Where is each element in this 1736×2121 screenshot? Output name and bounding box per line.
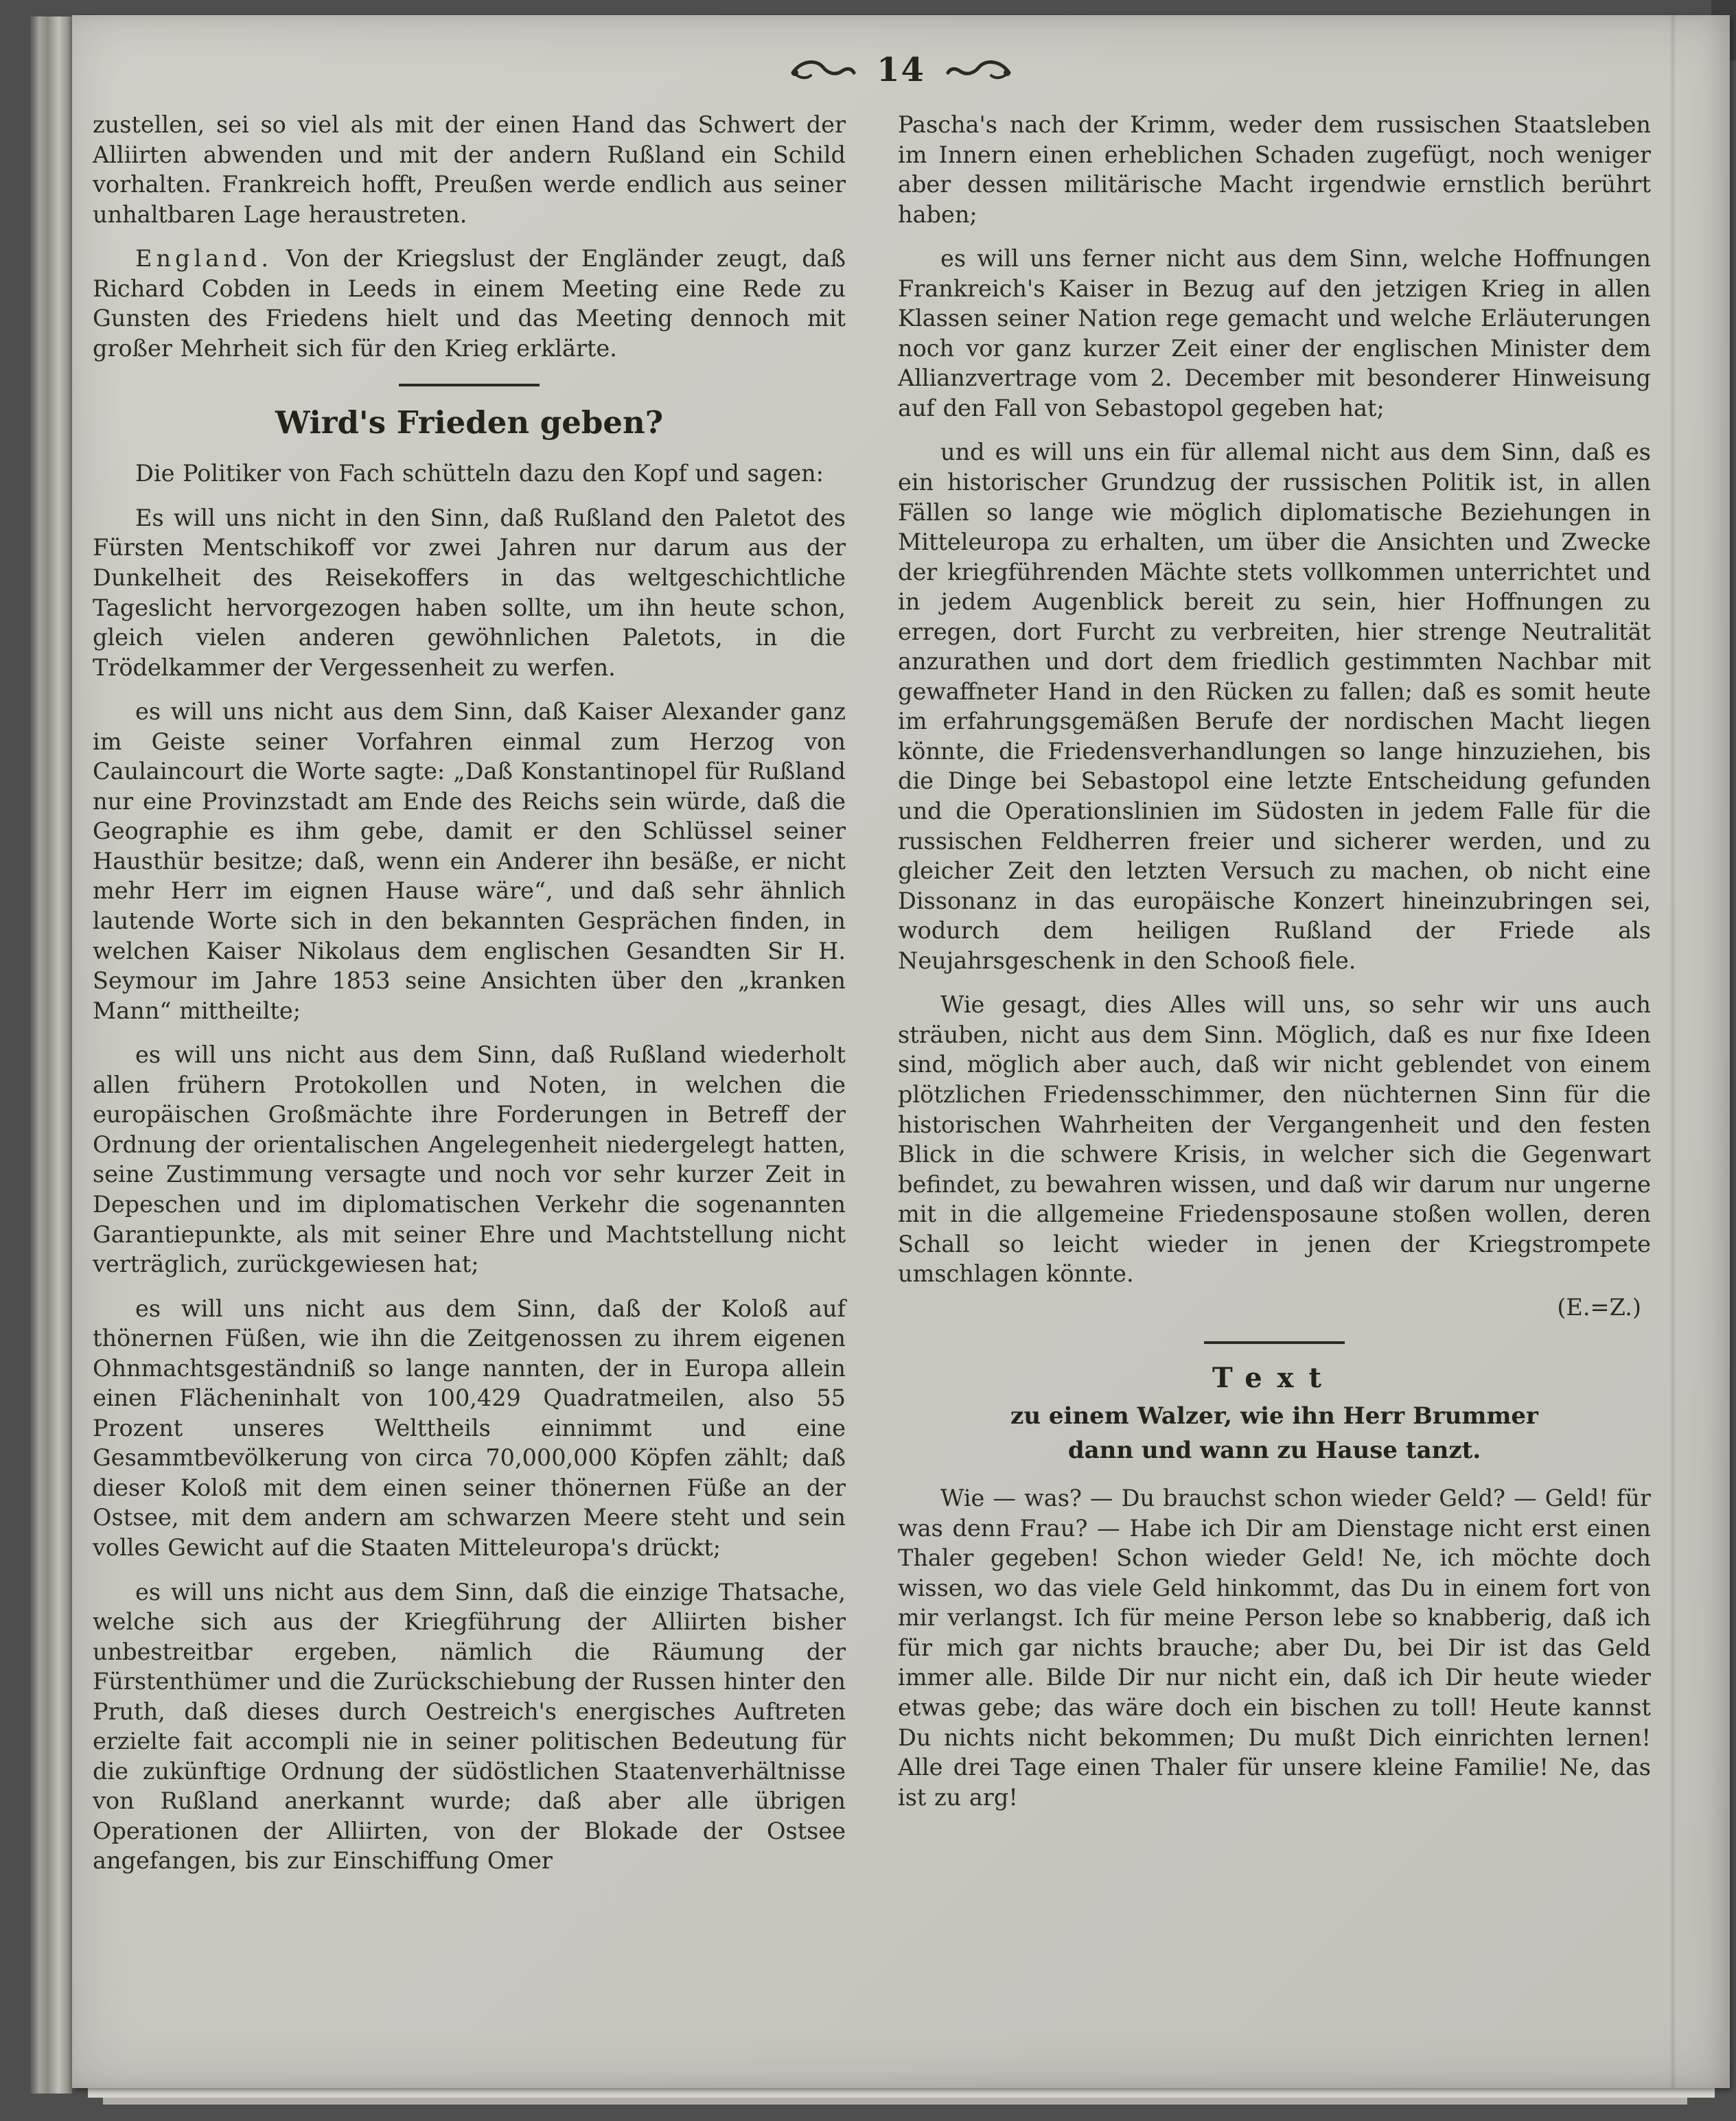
- paragraph-england: [93, 244, 846, 363]
- paragraph-1: Es will uns nicht in den Sinn, daß Rußland den Paletot des Fürsten Mentschikoff vor zwei Jahren nur darum aus der Dunkelheit des Reisekoffers in das weltgeschichtliche Tageslicht hervorgezogen haben sollte, um ihn heute schon, gleich vielen anderen gewöhnlichen Paletots, in die Trödelkammer der Vergessenheit zu werfen.: [93, 504, 846, 681]
- paragraph-6: es will uns ferner nicht aus dem Sinn, welche Hoffnungen Frankreich's Kaiser in Bezug auf den jetzigen Krieg in allen Klassen seiner Nation rege gemacht und welche Erläuterungen noch vor ganz kurzer Zeit einer der englischen Minister dem Allianzvertrage vom 2. December mit besonderer Hinweisung auf den Fall von Sebastopol gegeben hat;: [898, 245, 1651, 421]
- paragraph-8: Wie gesagt, dies Alles will uns, so sehr wir uns auch sträuben, nicht aus dem Sinn. Möglich, daß es nur fixe Ideen sind, möglich aber auch, daß wir nicht geblendet von einem plötzlichen Friedensschimmer, den nüchternen Sinn für die historischen Wahrheiten der Vergangenheit und den festen Blick in die schwere Krisis, in welcher sich die Gegenwart befindet, zu bewahren wissen, und daß wir darum nur ungerne mit in die allgemeine Friedensposaune stoßen wollen, deren Schall so leicht wieder in jenen der Kriegstrompete umschlagen könnte.: [898, 991, 1651, 1288]
- bottom-page-edge: [103, 2098, 1687, 2105]
- page-body: [93, 110, 1651, 2040]
- author-signature: (E.=Z.): [1557, 1293, 1641, 1321]
- paragraph-7: und es will uns ein für allemal nicht aus dem Sinn, daß es ein historischer Grundzug der russischen Politik ist, in allen Fällen so lange wie möglich diplomatische Beziehungen in Mitteleuropa zu erhalten, um über die Ansichten und Zwecke der kriegführenden Mächte stets vollkommen unterrichtet und in jedem Augenblick bereit zu sein, hier Hoffnungen zu erregen, dort Furcht zu verbreiten, hier strenge Neutralität anzurathen und dort dem friedlich gestimmten Nachbar mit gewaffneter Hand in den Rücken zu fallen; daß es somit heute im erfahrungsgemäßen Berufe der nordischen Macht liegen könnte, die Friedensverhandlungen so lange hinzuziehen, bis die Dinge bei Sebastopol eine letzte Entscheidung gefunden und die Operationslinien im Südosten in jedem Falle für die russischen Feldherren freier und sicherer werden, und zu gleicher Zeit den letzten Versuch zu machen, ob nicht eine Dissonanz in das europäische Konzert hineinzubringen sei, wodurch dem heiligen Rußland der Friede als Neujahrsgeschenk in den Schooß fiele.: [898, 439, 1651, 974]
- england-label: England.: [135, 245, 273, 273]
- paragraph-intro: Die Politiker von Fach schütteln dazu den Kopf und sagen:: [135, 460, 824, 487]
- walzer-subtitle-2: dann und wann zu Hause tanzt.: [1067, 1436, 1481, 1464]
- england-text: Von der Kriegslust der Engländer zeugt, daß Richard Cobden in Leeds in einem Meeting eine Rede zu Gunsten des Friedens hielt und das Meeting dennoch mit großer Mehrheit sich für den Krieg erklärte.: [93, 245, 846, 362]
- left-column: [93, 110, 846, 2040]
- page-crease: [1669, 15, 1676, 2088]
- flourish-right-icon: [946, 58, 1012, 82]
- page-header: [72, 51, 1730, 89]
- book-spine-page-edges: [30, 16, 72, 2094]
- paragraph-5: es will uns nicht aus dem Sinn, daß die einzige Thatsache, welche sich aus der Kriegführung der Alliirten bisher unbestreitbar ergeben, nämlich die Räumung der Fürstenthümer und die Zurückschiebung der Russen hinter den Pruth, daß dieses durch Oestreich's energisches Auftreten erzielte fait accompli nie in seiner politischen Bedeutung für die zukünftige Ordnung der südöstlichen Staatenverhältnisse von Rußland anerkannt wurde; daß aber alle übrigen Operationen der Alliirten, von der Blokade der Ostsee angefangen, bis zur Einschiffung Omer: [93, 1578, 846, 1875]
- paragraph-continuation-right: Pascha's nach der Krimm, weder dem russischen Staatsleben im Innern einen erheblichen Schaden zugefügt, noch weniger aber dessen militärische Macht irgendwie ernstlich berührt haben;: [898, 111, 1651, 228]
- walzer-title: Text: [1212, 1361, 1336, 1394]
- page-number: 14: [877, 51, 925, 89]
- walzer-subtitle-1: zu einem Walzer, wie ihn Herr Brummer: [1010, 1402, 1538, 1430]
- section-heading: Wird's Frieden geben?: [275, 404, 664, 441]
- paragraph-3: es will uns nicht aus dem Sinn, daß Rußland wiederholt allen frühern Protokollen und Noten, in welchen die europäischen Großmächte ihre Forderungen in Betreff der Ordnung der orientalischen Angelegenheit niedergelegt hatten, seine Zustimmung versagte und noch vor sehr kurzer Zeit in Depeschen und im diplomatischen Verkehr die sogenannten Garantiepunkte, als mit seiner Ehre und Machtstellung nicht verträglich, zurückgewiesen hat;: [93, 1041, 846, 1278]
- paragraph-continuation: zustellen, sei so viel als mit der einen Hand das Schwert der Alliirten abwenden und mit der andern Rußland ein Schild vorhalten. Frankreich hofft, Preußen werde endlich aus seiner unhaltbaren Lage heraustreten.: [93, 111, 846, 228]
- newspaper-page: [72, 15, 1730, 2088]
- bottom-page-edge: [88, 2088, 1715, 2098]
- section-divider: [1204, 1341, 1345, 1344]
- flourish-left-icon: [790, 58, 856, 82]
- right-column: [898, 110, 1651, 2040]
- paragraph-2: es will uns nicht aus dem Sinn, daß Kaiser Alexander ganz im Geiste seiner Vorfahren einmal zum Herzog von Caulaincourt die Worte sagte: „Daß Konstantinopel für Rußland nur eine Provinzstadt am Ende des Reichs sein würde, daß die Geographie es ihm gebe, damit er den Schlüssel seiner Hausthür besitze; daß, wenn ein Anderer ihn besäße, er nicht mehr Herr im eignen Hause wäre“, und daß sehr ähnlich lautende Worte sich in den bekannten Gesprächen finden, in welchen Kaiser Nikolaus dem englischen Gesandten Sir H. Seymour im Jahre 1853 seine Ansichten über den „kranken Mann“ mittheilte;: [93, 698, 846, 1024]
- section-divider: [399, 384, 540, 386]
- paragraph-dialog: Wie — was? — Du brauchst schon wieder Geld? — Geld! für was denn Frau? — Habe ich Dir am Dienstage nicht erst einen Thaler gegeben! Schon wieder Geld! Ne, ich möchte doch wissen, wo das viele Geld hinkommt, das Du in einem fort von mir verlangst. Ich für meine Person lebe so knabberig, daß ich für mich gar nichts brauche; aber Du, bei Dir ist das Geld immer alle. Bilde Dir nur nicht ein, daß ich Dir heute wieder etwas gebe; das wäre doch ein bischen zu toll! Heute kannst Du nichts nicht bekommen; Du mußt Dich einrichten lernen! Alle drei Tage einen Thaler für unsere kleine Familie! Ne, das ist zu arg!: [898, 1485, 1651, 1811]
- paragraph-4: es will uns nicht aus dem Sinn, daß der Koloß auf thönernen Füßen, wie ihn die Zeitgenossen zu ihrem eigenen Ohnmachtsgeständniß so lange nannten, der in Europa allein einen Flächeninhalt von 100,429 Quadratmeilen, also 55 Prozent unseres Welttheils einnimmt und eine Gesammtbevölkerung von circa 70,000,000 Köpfen zählt; daß dieser Koloß mit dem einen seiner thönernen Füße an der Ostsee, mit dem andern am schwarzen Meere steht und sein volles Gewicht auf die Staaten Mitteleuropa's drückt;: [93, 1295, 846, 1561]
